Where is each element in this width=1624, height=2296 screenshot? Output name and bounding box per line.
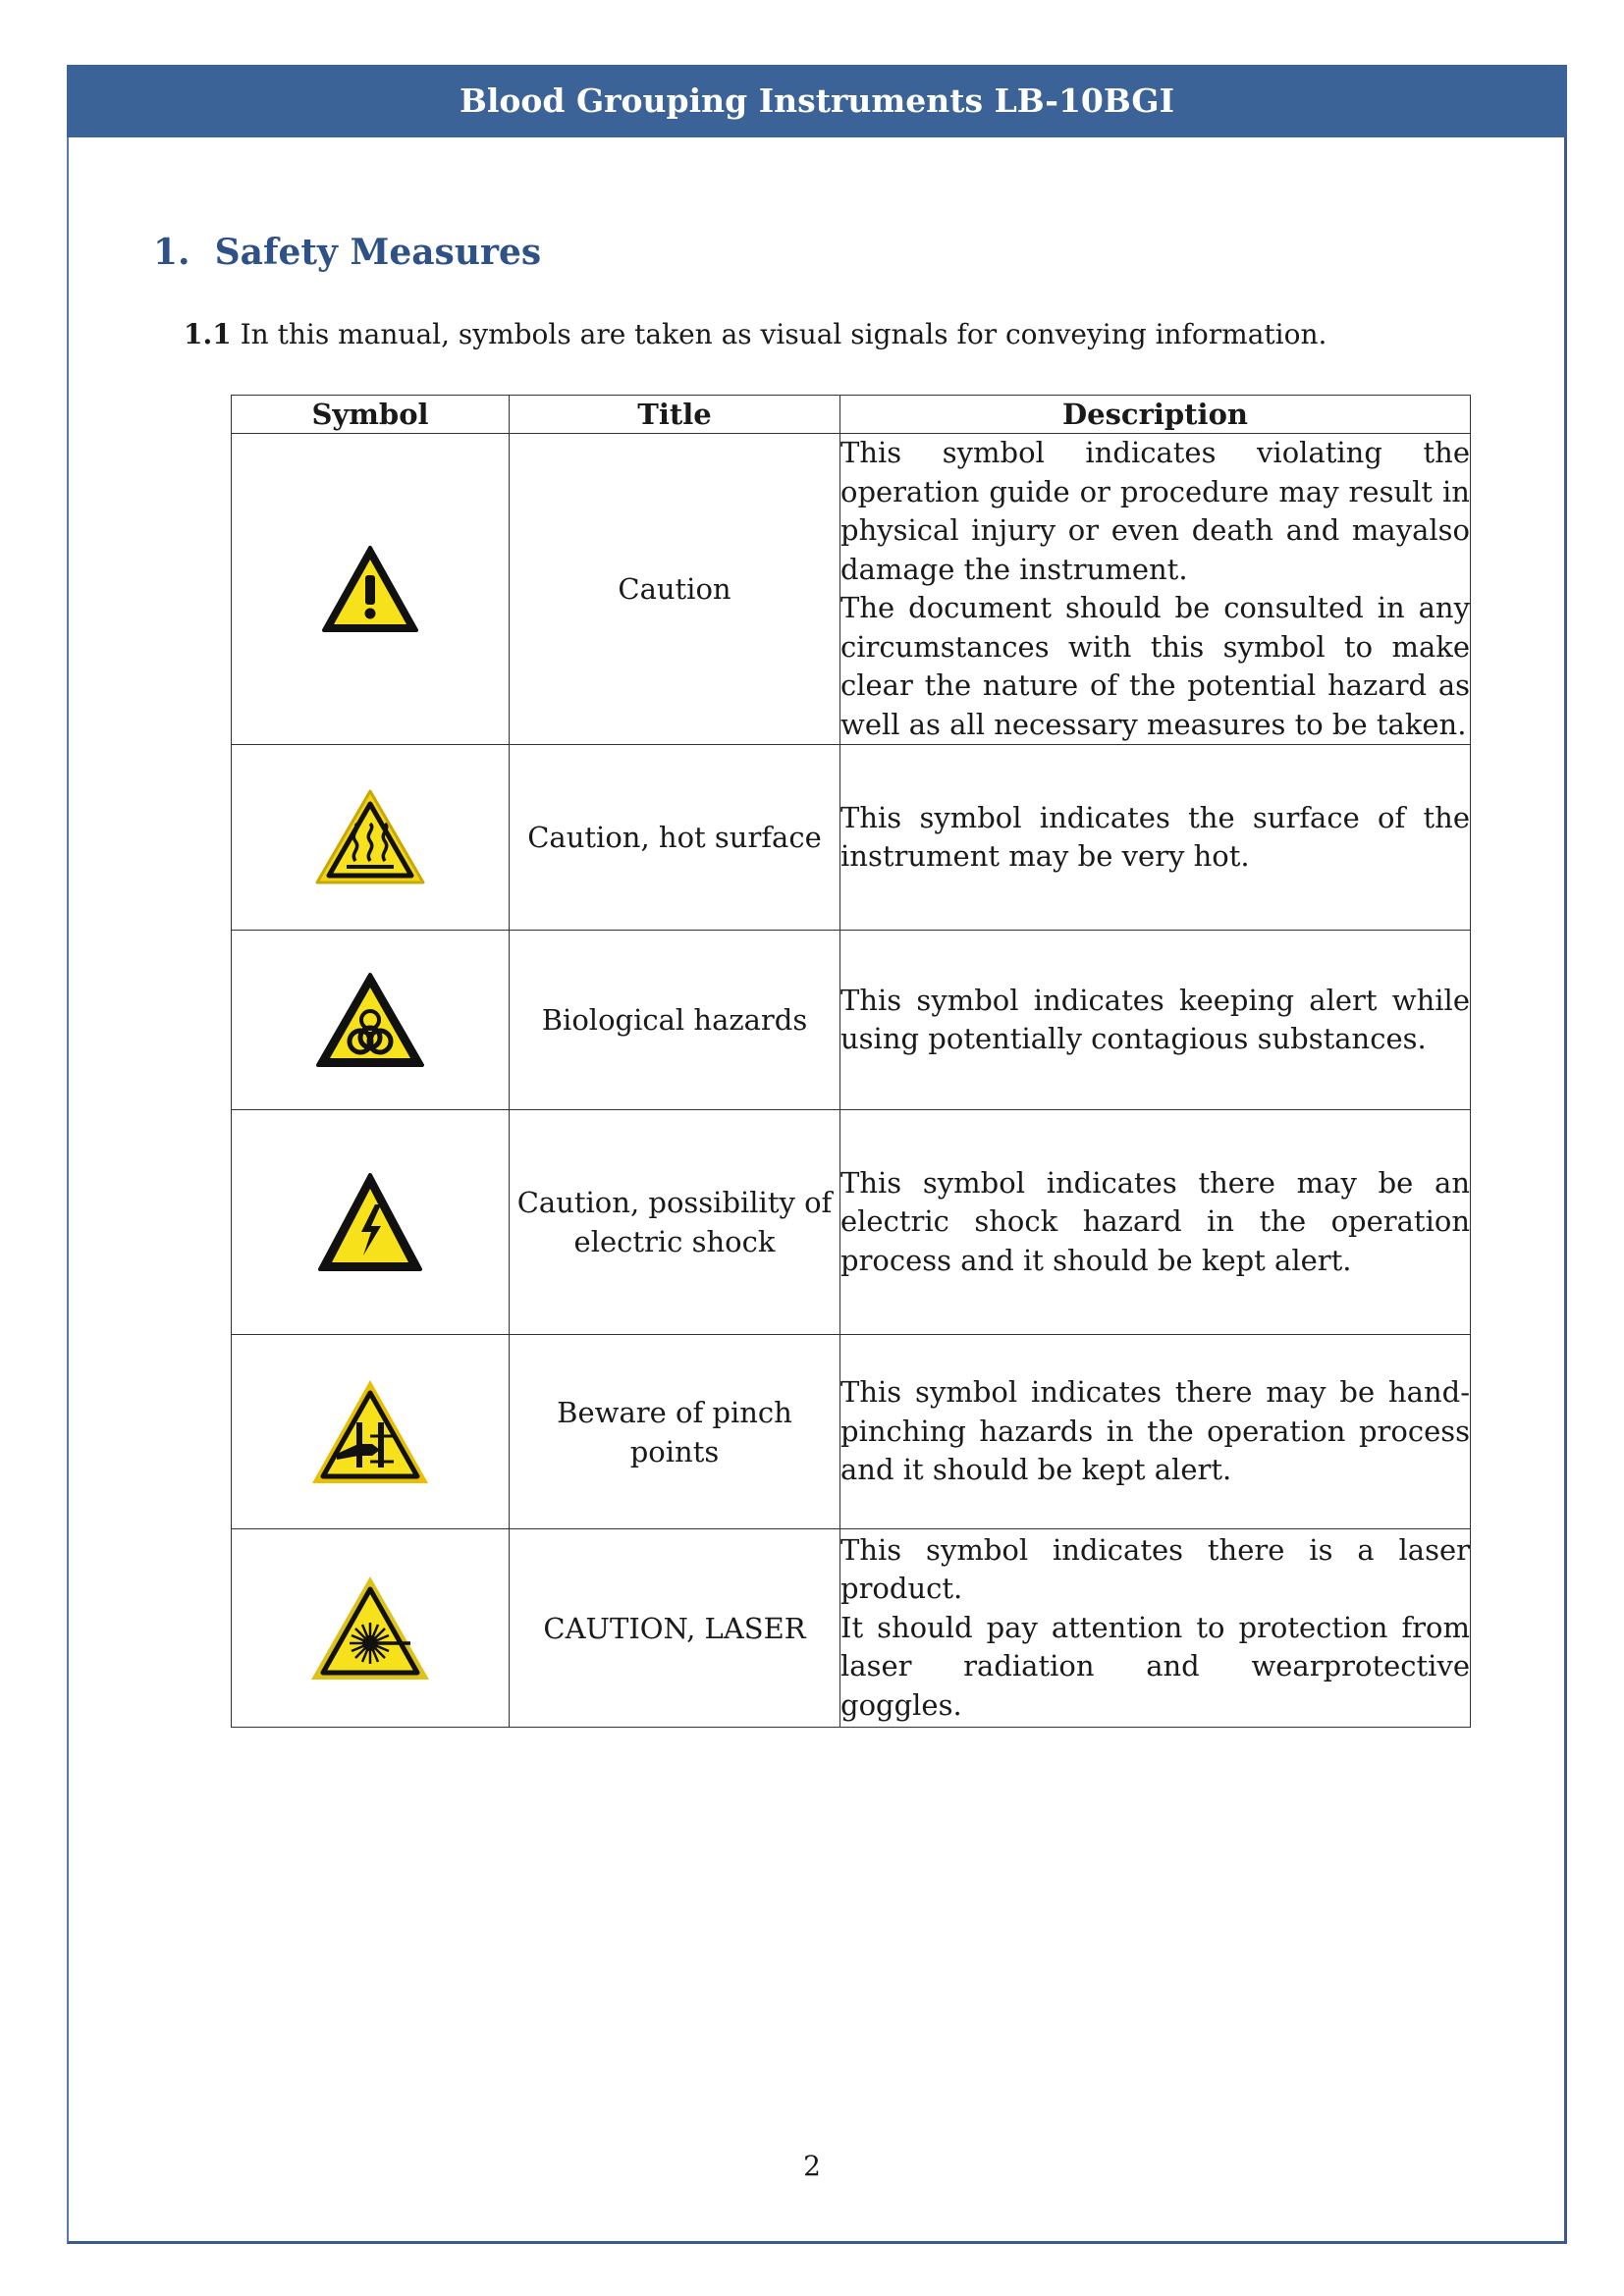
safety-symbols-table [231,395,1471,1728]
table-header-row [232,396,1471,434]
hot-surface-icon [314,788,426,886]
symbol-cell [232,745,510,931]
description-paragraph: This symbol indicates there is a laser product. [840,1532,1470,1606]
column-header-title: Title [510,396,840,434]
symbol-description [840,1529,1471,1728]
subsection-number: 1.1 [184,318,232,350]
symbol-title: CAUTION, LASER [510,1529,840,1728]
column-header-symbol: Symbol [232,396,510,434]
pinch-point-icon [309,1377,431,1487]
table-row [232,931,1471,1110]
table-row [232,434,1471,745]
intro-text: In this manual, symbols are taken as visual signals for conveying information. [240,318,1327,350]
symbol-title: Caution, possibility of electric shock [510,1110,840,1335]
symbol-description: This symbol indicates keeping alert while using potentially contagious substances. [840,931,1471,1110]
table-row [232,1335,1471,1529]
symbol-cell [232,931,510,1110]
symbol-cell [232,1529,510,1728]
table-row [232,1110,1471,1335]
description-paragraph: It should pay attention to protection from laser radiation and wearprotective goggles. [840,1610,1470,1722]
symbol-title: Caution, hot surface [510,745,840,931]
symbol-description: This symbol indicates the surface of the instrument may be very hot. [840,745,1471,931]
symbol-title: Biological hazards [510,931,840,1110]
description-paragraph: This symbol indicates violating the operation guide or procedure may result in physical injury or even death and mayalso damage the instrument. [840,436,1470,586]
table-row [232,1529,1471,1728]
section-heading [153,232,541,273]
page-number: 2 [803,2150,821,2182]
symbol-title: Beware of pinch points [510,1335,840,1529]
electric-shock-icon [316,1171,424,1273]
symbol-description: This symbol indicates there may be hand-pinching hazards in the operation process and it should be kept alert. [840,1335,1471,1529]
column-header-description: Description [840,396,1471,434]
intro-paragraph [184,318,1326,350]
symbol-description: This symbol indicates there may be an electric shock hazard in the operation process and it should be kept alert. [840,1110,1471,1335]
laser-icon [308,1574,432,1683]
document-header [67,65,1567,137]
symbol-title: Caution [510,434,840,745]
section-number: 1. [153,232,190,273]
document-title: Blood Grouping Instruments LB-10BGI [459,81,1175,120]
biohazard-icon [315,971,425,1069]
table-row [232,745,1471,931]
section-title: Safety Measures [214,232,542,273]
symbol-cell [232,434,510,745]
symbol-cell [232,1335,510,1529]
general-warning-icon [321,544,419,634]
description-paragraph: The document should be consulted in any circumstances with this symbol to make clear the nature of the potential hazard as well as all necessary measures to be taken. [840,591,1470,741]
symbol-description [840,434,1471,745]
symbol-cell [232,1110,510,1335]
